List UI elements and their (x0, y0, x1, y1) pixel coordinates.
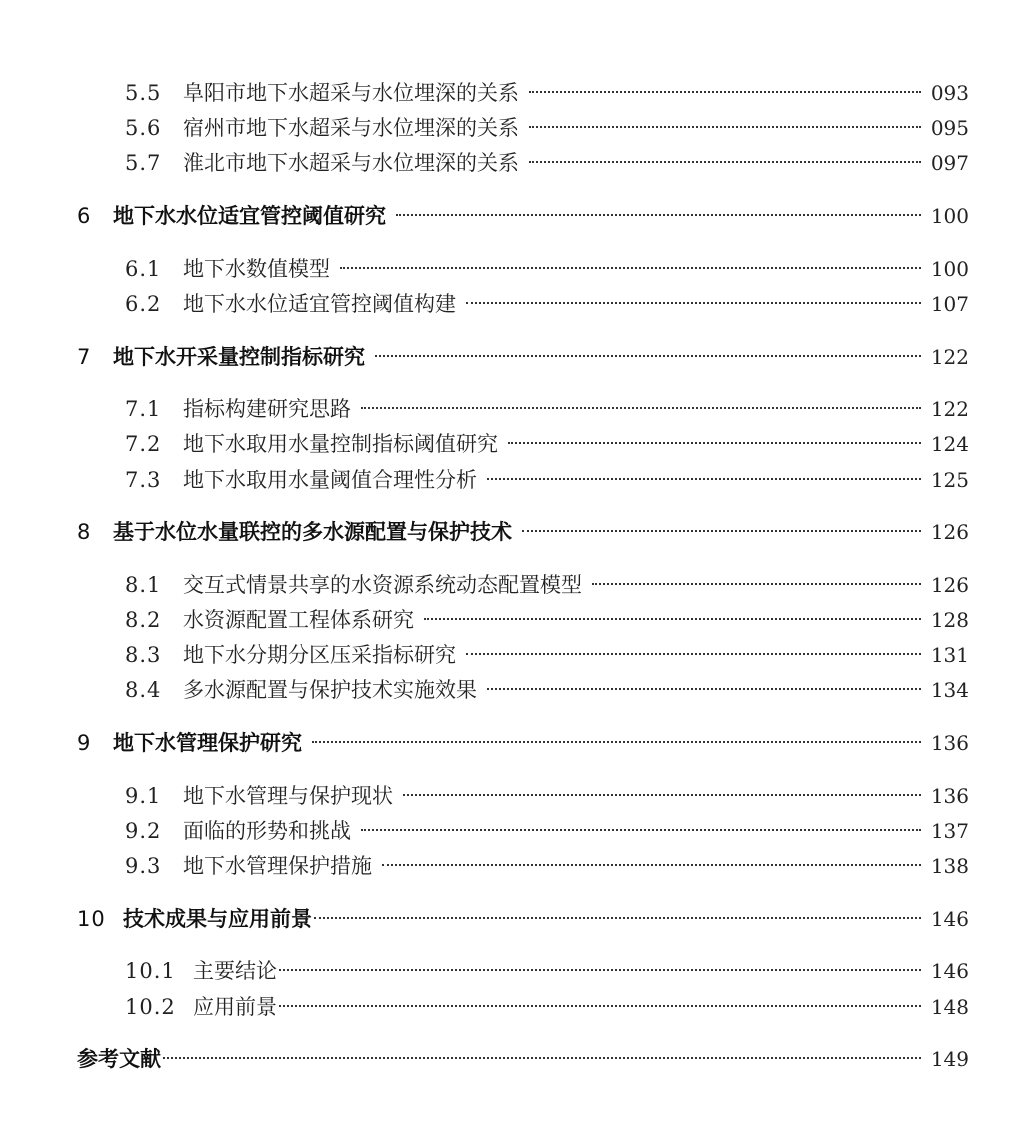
entry-number: 6.1 (125, 257, 162, 281)
dot-leader (314, 917, 921, 919)
chapter-number: 9 (77, 731, 92, 755)
entry-number: 5.5 (125, 81, 162, 105)
toc-entry-6-1[interactable] (125, 254, 969, 284)
chapter-number: 10 (77, 907, 106, 931)
chapter-page-number: 122 (930, 345, 969, 369)
dot-leader (508, 442, 921, 444)
toc-entry-8-4[interactable] (125, 675, 969, 705)
entry-title: 应用前景 (193, 995, 277, 1019)
entry-title: 地下水管理与保护现状 (183, 784, 393, 808)
references-page-number: 149 (930, 1047, 969, 1071)
dot-leader (279, 1005, 921, 1007)
chapter-number: 7 (77, 345, 92, 369)
dot-leader (529, 126, 921, 128)
toc-entry-10-2[interactable] (125, 992, 969, 1022)
toc-chapter-10[interactable] (77, 904, 969, 934)
dot-leader (466, 653, 921, 655)
toc-entry-5-5[interactable] (125, 78, 969, 108)
entry-page-number: 134 (930, 678, 969, 702)
entry-number: 7.3 (125, 468, 162, 492)
entry-number: 10.2 (125, 995, 176, 1019)
toc-entry-7-1[interactable] (125, 394, 969, 424)
entry-title: 地下水数值模型 (183, 257, 330, 281)
dot-leader (340, 267, 921, 269)
entry-number: 8.2 (125, 608, 162, 632)
entry-title: 多水源配置与保护技术实施效果 (183, 678, 477, 702)
dot-leader (424, 618, 921, 620)
entry-number: 8.3 (125, 643, 162, 667)
entry-number: 5.6 (125, 116, 162, 140)
entry-page-number: 138 (930, 854, 969, 878)
dot-leader (592, 583, 921, 585)
toc-entry-7-2[interactable] (125, 429, 969, 459)
entry-title: 地下水管理保护措施 (183, 854, 372, 878)
toc-entry-9-3[interactable] (125, 851, 969, 881)
dot-leader (382, 864, 921, 866)
dot-leader (522, 530, 921, 532)
entry-number: 7.1 (125, 397, 162, 421)
entry-page-number: 122 (930, 397, 969, 421)
toc-entry-8-2[interactable] (125, 605, 969, 635)
entry-page-number: 148 (930, 995, 969, 1019)
dot-leader (529, 161, 921, 163)
entry-number: 9.1 (125, 784, 162, 808)
entry-page-number: 136 (930, 784, 969, 808)
references-title: 参考文献 (77, 1047, 161, 1071)
chapter-number: 6 (77, 204, 92, 228)
toc-chapter-7[interactable] (77, 342, 969, 372)
entry-page-number: 128 (930, 608, 969, 632)
entry-number: 5.7 (125, 151, 162, 175)
entry-page-number: 097 (930, 151, 969, 175)
toc-chapter-6[interactable] (77, 201, 969, 231)
entry-title: 宿州市地下水超采与水位埋深的关系 (183, 116, 519, 140)
dot-leader (466, 302, 921, 304)
dot-leader (396, 214, 921, 216)
toc-entry-8-1[interactable] (125, 570, 969, 600)
chapter-title: 基于水位水量联控的多水源配置与保护技术 (113, 520, 512, 544)
dot-leader (487, 478, 921, 480)
dot-leader (487, 688, 921, 690)
toc-chapter-8[interactable] (77, 517, 969, 547)
dot-leader (375, 355, 921, 357)
entry-number: 9.2 (125, 819, 162, 843)
entry-page-number: 131 (930, 643, 969, 667)
entry-page-number: 137 (930, 819, 969, 843)
entry-title: 面临的形势和挑战 (183, 819, 351, 843)
toc-entry-5-6[interactable] (125, 113, 969, 143)
dot-leader (361, 829, 921, 831)
chapter-page-number: 100 (930, 204, 969, 228)
entry-number: 6.2 (125, 292, 162, 316)
toc-entry-9-2[interactable] (125, 816, 969, 846)
dot-leader (163, 1057, 921, 1059)
dot-leader (361, 407, 921, 409)
entry-title: 地下水取用水量控制指标阈值研究 (183, 432, 498, 456)
entry-page-number: 146 (930, 959, 969, 983)
dot-leader (312, 741, 921, 743)
entry-number: 10.1 (125, 959, 176, 983)
dot-leader (403, 794, 921, 796)
entry-title: 淮北市地下水超采与水位埋深的关系 (183, 151, 519, 175)
entry-page-number: 124 (930, 432, 969, 456)
entry-title: 交互式情景共享的水资源系统动态配置模型 (183, 573, 582, 597)
entry-number: 7.2 (125, 432, 162, 456)
entry-title: 阜阳市地下水超采与水位埋深的关系 (183, 81, 519, 105)
entry-page-number: 100 (930, 257, 969, 281)
entry-page-number: 107 (930, 292, 969, 316)
chapter-page-number: 146 (930, 907, 969, 931)
entry-title: 地下水取用水量阈值合理性分析 (183, 468, 477, 492)
toc-entry-9-1[interactable] (125, 781, 969, 811)
toc-entry-10-1[interactable] (125, 956, 969, 986)
toc-entry-6-2[interactable] (125, 289, 969, 319)
entry-number: 8.4 (125, 678, 162, 702)
chapter-page-number: 136 (930, 731, 969, 755)
entry-page-number: 093 (930, 81, 969, 105)
entry-number: 9.3 (125, 854, 162, 878)
toc-entry-5-7[interactable] (125, 148, 969, 178)
dot-leader (529, 91, 921, 93)
entry-number: 8.1 (125, 573, 162, 597)
chapter-title: 地下水水位适宜管控阈值研究 (113, 204, 386, 228)
chapter-title: 地下水开采量控制指标研究 (113, 345, 365, 369)
entry-page-number: 125 (930, 468, 969, 492)
dot-leader (279, 969, 921, 971)
entry-title: 指标构建研究思路 (183, 397, 351, 421)
chapter-title: 地下水管理保护研究 (113, 731, 302, 755)
toc-entry-7-3[interactable] (125, 465, 969, 495)
toc-entry-8-3[interactable] (125, 640, 969, 670)
entry-title: 水资源配置工程体系研究 (183, 608, 414, 632)
toc-references[interactable] (77, 1044, 969, 1074)
entry-page-number: 126 (930, 573, 969, 597)
entry-title: 地下水分期分区压采指标研究 (183, 643, 456, 667)
entry-title: 地下水水位适宜管控阈值构建 (183, 292, 456, 316)
entry-page-number: 095 (930, 116, 969, 140)
chapter-number: 8 (77, 520, 92, 544)
chapter-page-number: 126 (930, 520, 969, 544)
entry-title: 主要结论 (193, 959, 277, 983)
toc-chapter-9[interactable] (77, 728, 969, 758)
chapter-title: 技术成果与应用前景 (123, 907, 312, 931)
